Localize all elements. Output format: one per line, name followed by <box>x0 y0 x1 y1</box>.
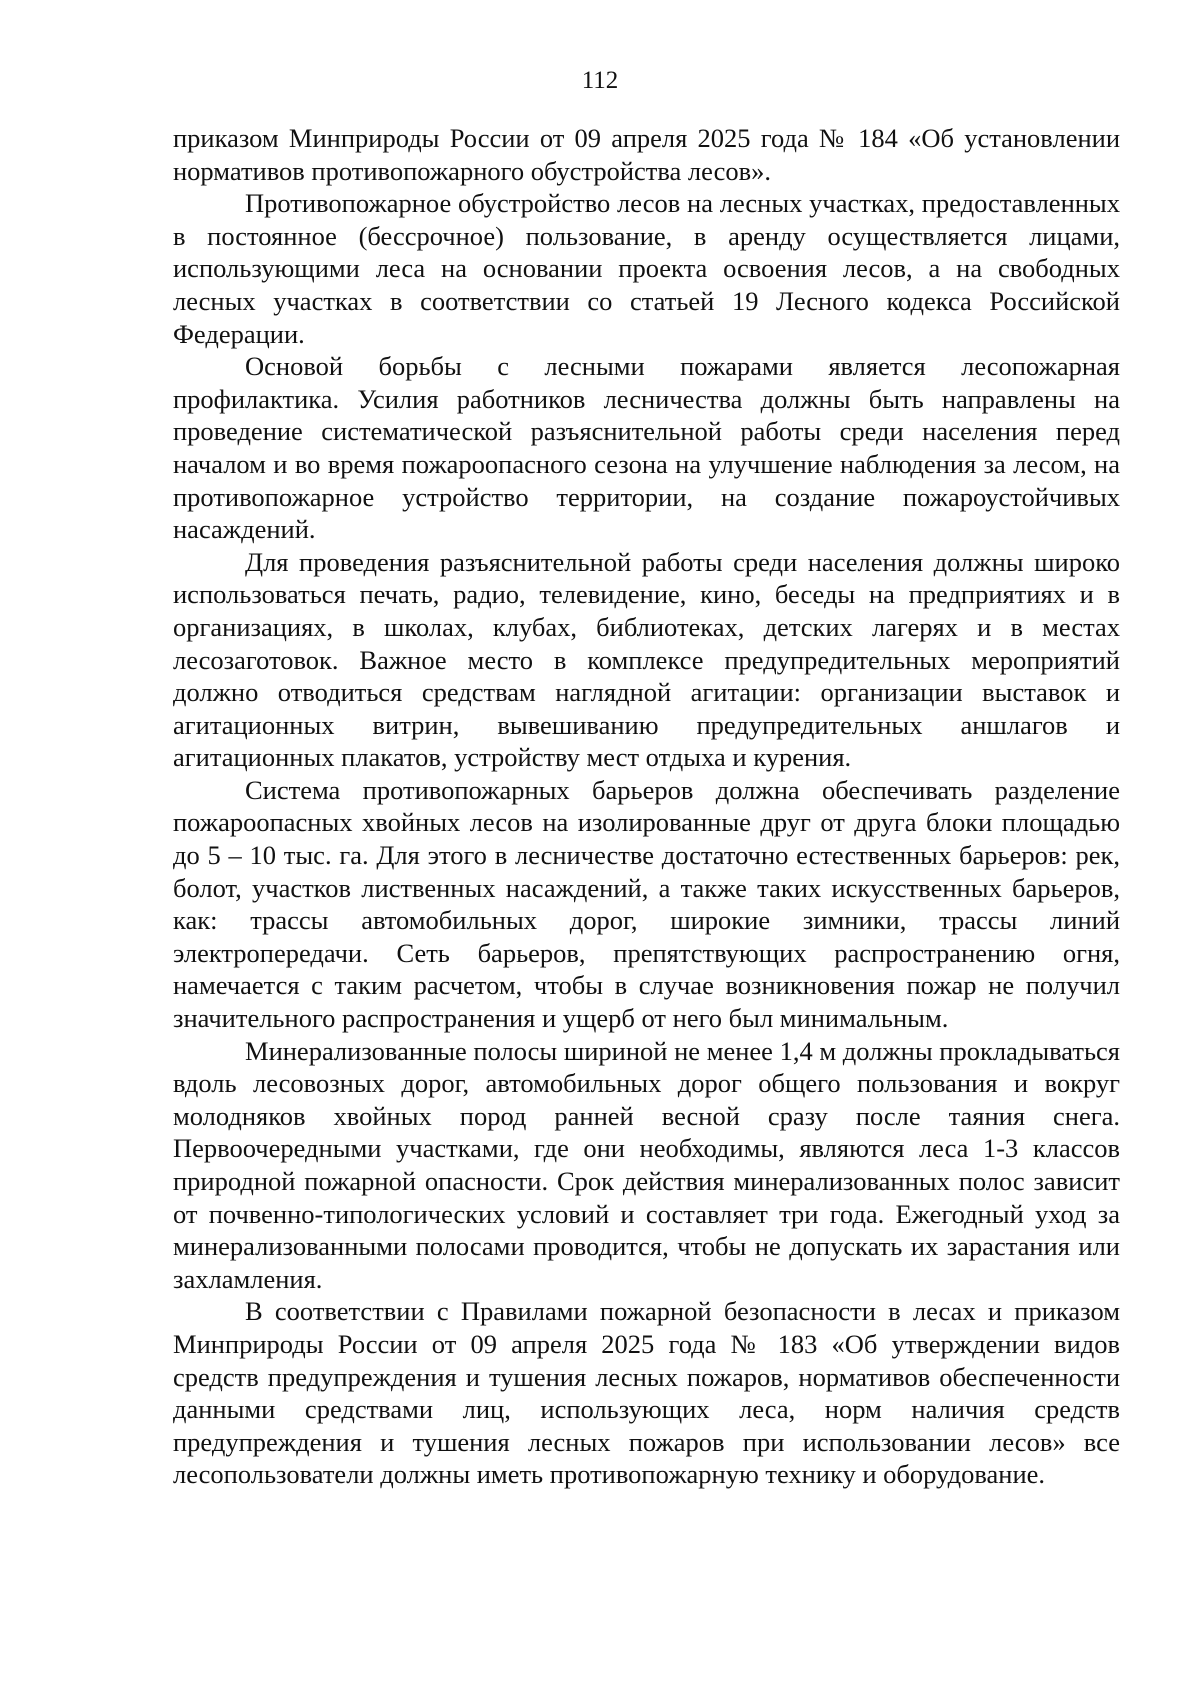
paragraph-7: В соответствии с Правилами пожарной безопасности в лесах и приказом Минприроды России от 09 апреля 2025 года № 183 «Об утверждении видов средств предупреждения и тушения лесных пожаров, нормативов обеспеченности данными средствами лиц, использующих леса, норм наличия средств предупреждения и тушения лесных пожаров при использовании лесов» все лесопользователи должны иметь противопожарную технику и оборудование. <box>173 1296 1120 1490</box>
paragraph-4: Для проведения разъяснительной работы среди населения должны широко использоваться печать, радио, телевидение, кино, беседы на предприятиях и в организациях, в школах, клубах, библиотеках, детских лагерях и в местах лесозаготовок. Важное место в комплексе предупредительных мероприятий должно отводиться средствам наглядной агитации: организации выставок и агитационных витрин, вывешиванию предупредительных аншлагов и агитационных плакатов, устройству мест отдыха и курения. <box>173 546 1120 773</box>
paragraph-5: Система противопожарных барьеров должна обеспечивать разделение пожароопасных хвойных лесов на изолированные друг от друга блоки площадью до 5 – 10 тыс. га. Для этого в лесничестве достаточно естественных барьеров: рек, болот, участков лиственных насаждений, а также таких искусственных барьеров, как: трассы автомобильных дорог, широкие зимники, трассы линий электропередачи. Сеть барьеров, препятствующих распространению огня, намечается с таким расчетом, чтобы в случае возникновения пожар не получил значительного распространения и ущерб от него был минимальным. <box>173 774 1120 1034</box>
page-number: 112 <box>581 67 619 94</box>
paragraph-1: приказом Минприроды России от 09 апреля 2025 года № 184 «Об установлении нормативов противопожарного обустройства лесов». <box>173 123 1120 186</box>
paragraph-3: Основой борьбы с лесными пожарами является лесопожарная профилактика. Усилия работников лесничества должны быть направлены на проведение систематической разъяснительной работы среди населения перед началом и во время пожароопасного сезона на улучшение наблюдения за лесом, на противопожарное устройство территории, на создание пожароустойчивых насаждений. <box>173 351 1120 545</box>
document-body <box>173 122 1120 1491</box>
paragraph-6: Минерализованные полосы шириной не менее 1,4 м должны прокладываться вдоль лесовозных дорог, автомобильных дорог общего пользования и вокруг молодняков хвойных пород ранней весной сразу после таяния снега. Первоочередными участками, где они необходимы, являются леса 1-3 классов природной пожарной опасности. Срок действия минерализованных полос зависит от почвенно-типологических условий и составляет три года. Ежегодный уход за минерализованными полосами проводится, чтобы не допускать их зарастания или захламления. <box>173 1035 1120 1294</box>
paragraph-2: Противопожарное обустройство лесов на лесных участках, предоставленных в постоянное (бессрочное) пользование, в аренду осуществляется лицами, использующими леса на основании проекта освоения лесов, а на свободных лесных участках в соответствии со статьей 19 Лесного кодекса Российской Федерации. <box>173 188 1120 349</box>
